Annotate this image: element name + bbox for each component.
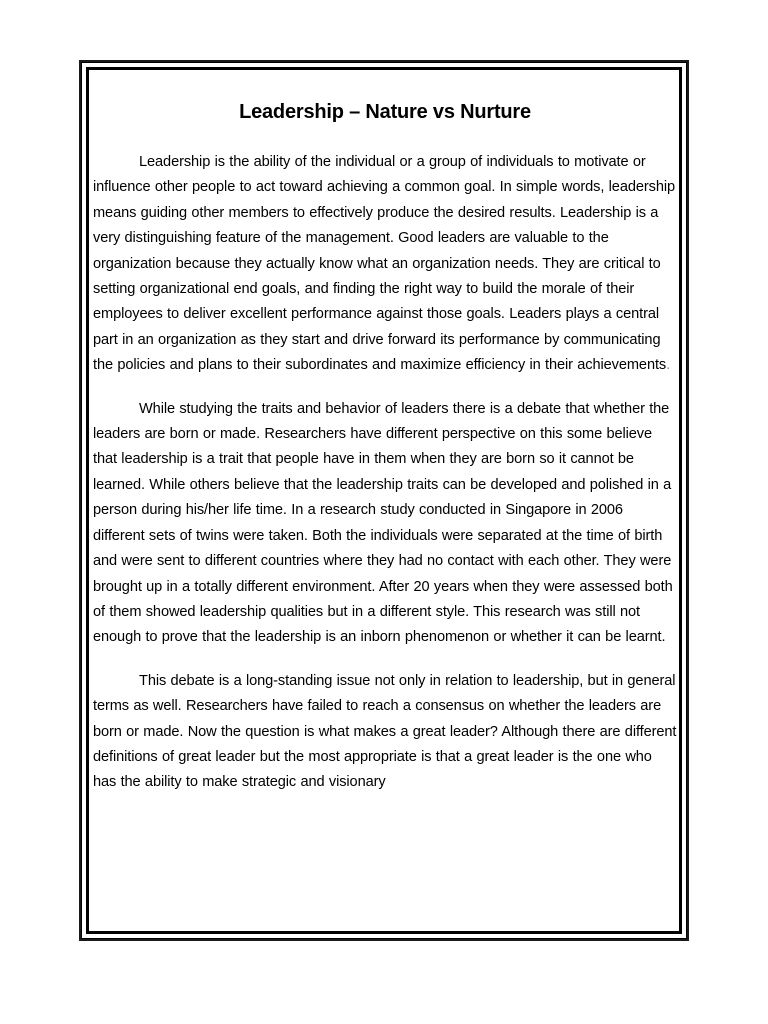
paragraph-2: While studying the traits and behavior of leaders there is a debate that whether the leaders are born or made. Researchers have different perspective on this some believe that leadership is a trait that people have in them when they are born so it cannot be learned. While others believe that the leadership traits can be developed and polished in a person during his/her life time. In a research study conducted in Singapore in 2006 different sets of twins were taken. Both the individuals were separated at the time of birth and were sent to different countries where they had no contact with each other. They were brought up in a totally different environment. After 20 years when they were assessed both of them showed leadership qualities but in a different style. This research was still not enough to prove that the leadership is an inborn phenomenon or whether it can be learnt.: [93, 400, 673, 646]
document-page: [79, 60, 689, 941]
document-title: Leadership – Nature vs Nurture: [239, 101, 531, 123]
paragraph-1-period: .: [666, 357, 671, 374]
paragraph-3: This debate is a long-standing issue not only in relation to leadership, but in general terms as well. Researchers have failed to reach a consensus on whether the leaders are born or made. Now the question is what makes a great leader? Although there are different definitions of great leader but the most appropriate is that a great leader is the one who has the ability to make strategic and visionary: [93, 672, 677, 791]
paragraph-1: [93, 150, 677, 379]
paragraph-1-text: Leadership is the ability of the individual or a group of individuals to motivate or influence other people to act toward achieving a common goal. In simple words, leadership means guiding other members to effectively produce the desired results. Leadership is a very distinguishing feature of the management. Good leaders are valuable to the organization because they actually know what an organization needs. They are critical to setting organizational end goals, and finding the right way to build the morale of their employees to deliver excellent performance against those goals. Leaders plays a central part in an organization as they start and drive forward its performance by communicating the policies and plans to their subordinates and maximize efficiency in their achievements: [93, 154, 676, 374]
page-border: [86, 67, 682, 934]
document-body: [93, 70, 677, 814]
